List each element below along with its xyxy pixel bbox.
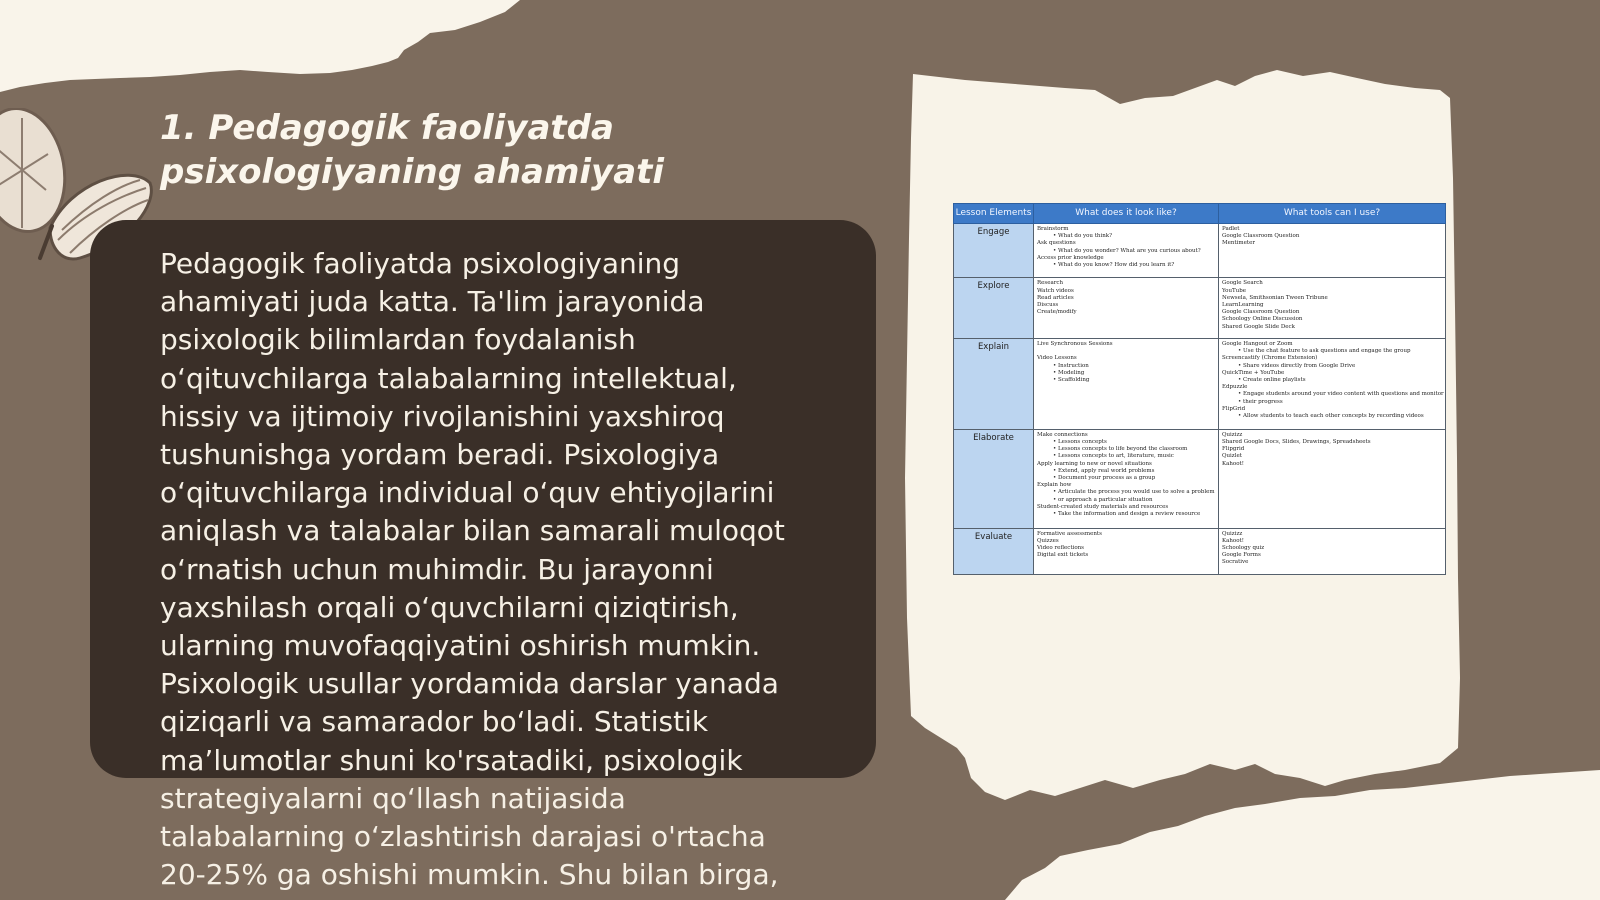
table-cell-line: Explain how — [1037, 482, 1072, 489]
table-cell-line: Research — [1037, 280, 1064, 287]
table-row — [954, 429, 1446, 528]
table-cell-line: Video Lessons — [1037, 355, 1077, 362]
table-cell-line: Video reflections — [1037, 544, 1085, 551]
table-cell-line: Shared Google Docs, Slides, Drawings, Spreadsheets — [1222, 438, 1371, 445]
table-cell-line — [1037, 348, 1215, 355]
table-cell-line: Flipgrid — [1222, 446, 1245, 453]
table-cell-line: Google Forms — [1222, 552, 1261, 559]
slide-title-line-1: 1. Pedagogik faoliyatda — [160, 108, 614, 148]
body-line: ma’lumotlar shuni ko'rsatadiki, psixologik — [160, 743, 743, 777]
table-cell-line: Watch videos — [1037, 287, 1074, 294]
table-stage-cell: Explain — [954, 338, 1034, 429]
table-cell-line: • their progress — [1222, 399, 1442, 406]
table-look-cell — [1034, 278, 1219, 339]
body-line: o‘qituvchilarga talabalarning intellektual, — [160, 361, 737, 395]
table-cell-line: • What do you think? — [1037, 233, 1215, 240]
table-header-cell: What does it look like? — [1034, 204, 1219, 224]
table-cell-line: Edpuzzle — [1222, 384, 1248, 391]
body-line: o‘rnatish uchun muhimdir. Bu jarayonni — [160, 552, 714, 586]
table-cell-line: Mentimeter — [1222, 240, 1255, 247]
table-look-cell — [1034, 429, 1219, 528]
table-cell-line: • Lessons concepts to life beyond the classroom — [1037, 446, 1215, 453]
table-cell-line: Kahoot! — [1222, 460, 1244, 467]
body-line: tushunishga yordam beradi. Psixologiya — [160, 438, 720, 472]
table-row — [954, 338, 1446, 429]
lesson-elements-table — [953, 203, 1446, 575]
body-line: strategiyalarni qo‘llash natijasida — [160, 781, 626, 815]
body-line: talabalarning o‘zlashtirish darajasi o'rtacha — [160, 820, 766, 854]
table-cell-line: QuickTime + YouTube — [1222, 369, 1285, 376]
body-line: o‘qituvchilarga individual o‘quv ehtiyojlarini — [160, 476, 775, 510]
torn-paper-bottom — [0, 760, 1600, 900]
table-tools-cell — [1219, 224, 1446, 278]
body-line: psixologik bilimlardan foydalanish — [160, 323, 636, 357]
table-cell-line: Quizizz — [1222, 530, 1243, 537]
table-cell-line: Apply learning to new or novel situations — [1037, 460, 1152, 467]
table-cell-line: Read articles — [1037, 294, 1074, 301]
table-cell-line: Schoology Online Discussion — [1222, 316, 1303, 323]
table-stage-cell: Elaborate — [954, 429, 1034, 528]
table-cell-line: • Take the information and design a review resource — [1037, 511, 1215, 518]
table-stage-cell: Evaluate — [954, 528, 1034, 574]
table-cell-line: Kahoot! — [1222, 537, 1244, 544]
table-cell-line: Screencastify (Chrome Extension) — [1222, 355, 1318, 362]
table-cell-line: Live Synchronous Sessions — [1037, 340, 1113, 347]
table-cell-line: Student-created study materials and resources — [1037, 503, 1169, 510]
body-line: hissiy va ijtimoiy rivojlanishini yaxshiroq — [160, 399, 725, 433]
table-cell-line: Newsela, Smithsonian Tween Tribune — [1222, 294, 1328, 301]
table-cell-line: Discuss — [1037, 302, 1059, 309]
table-cell-line: Socrative — [1222, 559, 1249, 566]
body-line: aniqlash va talabalar bilan samarali muloqot — [160, 514, 785, 548]
table-cell-line: • Scaffolding — [1037, 377, 1215, 384]
table-cell-line: • Articulate the process you would use to solve a problem — [1037, 489, 1215, 496]
table-tools-cell — [1219, 429, 1446, 528]
table-cell-line: • Create online playlists — [1222, 377, 1442, 384]
body-line: ahamiyati juda katta. Ta'lim jarayonida — [160, 285, 705, 319]
table-cell-line: • Share videos directly from Google Drive — [1222, 363, 1442, 370]
table-stage-cell: Engage — [954, 224, 1034, 278]
table-header-cell: Lesson Elements — [954, 204, 1034, 224]
table-cell-line: Brainstorm — [1037, 226, 1069, 232]
table-tools-cell — [1219, 278, 1446, 339]
body-line: yaxshilash orqali o‘quvchilarni qiziqtirish, — [160, 590, 739, 624]
body-line: 20-25% ga oshishi mumkin. Shu bilan birga, — [160, 858, 779, 892]
table-cell-line: • What do you know? How did you learn it? — [1037, 262, 1215, 269]
table-cell-line: Quizizz — [1222, 431, 1243, 438]
table-header-cell: What tools can I use? — [1219, 204, 1446, 224]
table-tools-cell — [1219, 528, 1446, 574]
table-cell-line: FlipGrid — [1222, 405, 1246, 412]
table-tools-cell — [1219, 338, 1446, 429]
table-cell-line: Padlet — [1222, 226, 1240, 232]
body-line: Psixologik usullar yordamida darslar yanada — [160, 667, 779, 701]
table-cell-line: Google Hangout or Zoom — [1222, 340, 1293, 347]
table-body — [954, 224, 1446, 575]
table-cell-line: Google Classroom Question — [1222, 233, 1300, 240]
table-stage-cell: Explore — [954, 278, 1034, 339]
table-row — [954, 278, 1446, 339]
table-cell-line: • Engage students around your video content with questions and monitor — [1222, 391, 1442, 398]
body-line: Pedagogik faoliyatda psixologiyaning — [160, 247, 681, 280]
table-cell-line: Access prior knowledge — [1037, 254, 1104, 261]
table-cell-line: • Use the chat feature to ask questions and engage the group — [1222, 348, 1442, 355]
table-row — [954, 224, 1446, 278]
table-cell-line: • Lessons concepts to art, literature, music — [1037, 453, 1215, 460]
table-cell-line: Create/modify — [1037, 309, 1077, 316]
table-cell-line: Shared Google Slide Deck — [1222, 323, 1295, 330]
body-line: ularning muvofaqqiyatini oshirish mumkin. — [160, 629, 761, 663]
table-row — [954, 528, 1446, 574]
table-cell-line: YouTube — [1222, 287, 1246, 294]
table-look-cell — [1034, 528, 1219, 574]
table-cell-line: Quizlet — [1222, 453, 1242, 460]
slide-title-line-2: psixologiyaning ahamiyati — [160, 152, 665, 192]
table-cell-line: • Document your process as a group — [1037, 475, 1215, 482]
table-cell-line: Make connections — [1037, 431, 1088, 438]
table-cell-line: Google Classroom Question — [1222, 309, 1300, 316]
table-cell-line: • Extend, apply real world problems — [1037, 468, 1215, 475]
table-cell-line: • Lessons concepts — [1037, 439, 1215, 446]
table-cell-line: Digital exit tickets — [1037, 552, 1089, 559]
table-cell-line: • Instruction — [1037, 363, 1215, 370]
table-cell-line: • Allow students to teach each other concepts by recording videos — [1222, 413, 1442, 420]
table-cell-line: Google Search — [1222, 280, 1263, 287]
table-cell-line: • or approach a particular situation — [1037, 497, 1215, 504]
table-header-row — [954, 204, 1446, 224]
table-look-cell — [1034, 224, 1219, 278]
table-cell-line: Schoology quiz — [1222, 544, 1265, 551]
table-cell-line: Quizzes — [1037, 537, 1059, 544]
table-cell-line: • What do you wonder? What are you curious about? — [1037, 248, 1215, 255]
table-cell-line: Formative assessments — [1037, 530, 1102, 537]
table-cell-line: Ask questions — [1037, 240, 1076, 247]
table-cell-line: LearnLearning — [1222, 302, 1264, 309]
table-look-cell — [1034, 338, 1219, 429]
table-cell-line: • Modeling — [1037, 370, 1215, 377]
body-line: qiziqarli va samarador bo‘ladi. Statistik — [160, 705, 709, 739]
slide-title — [160, 106, 800, 194]
